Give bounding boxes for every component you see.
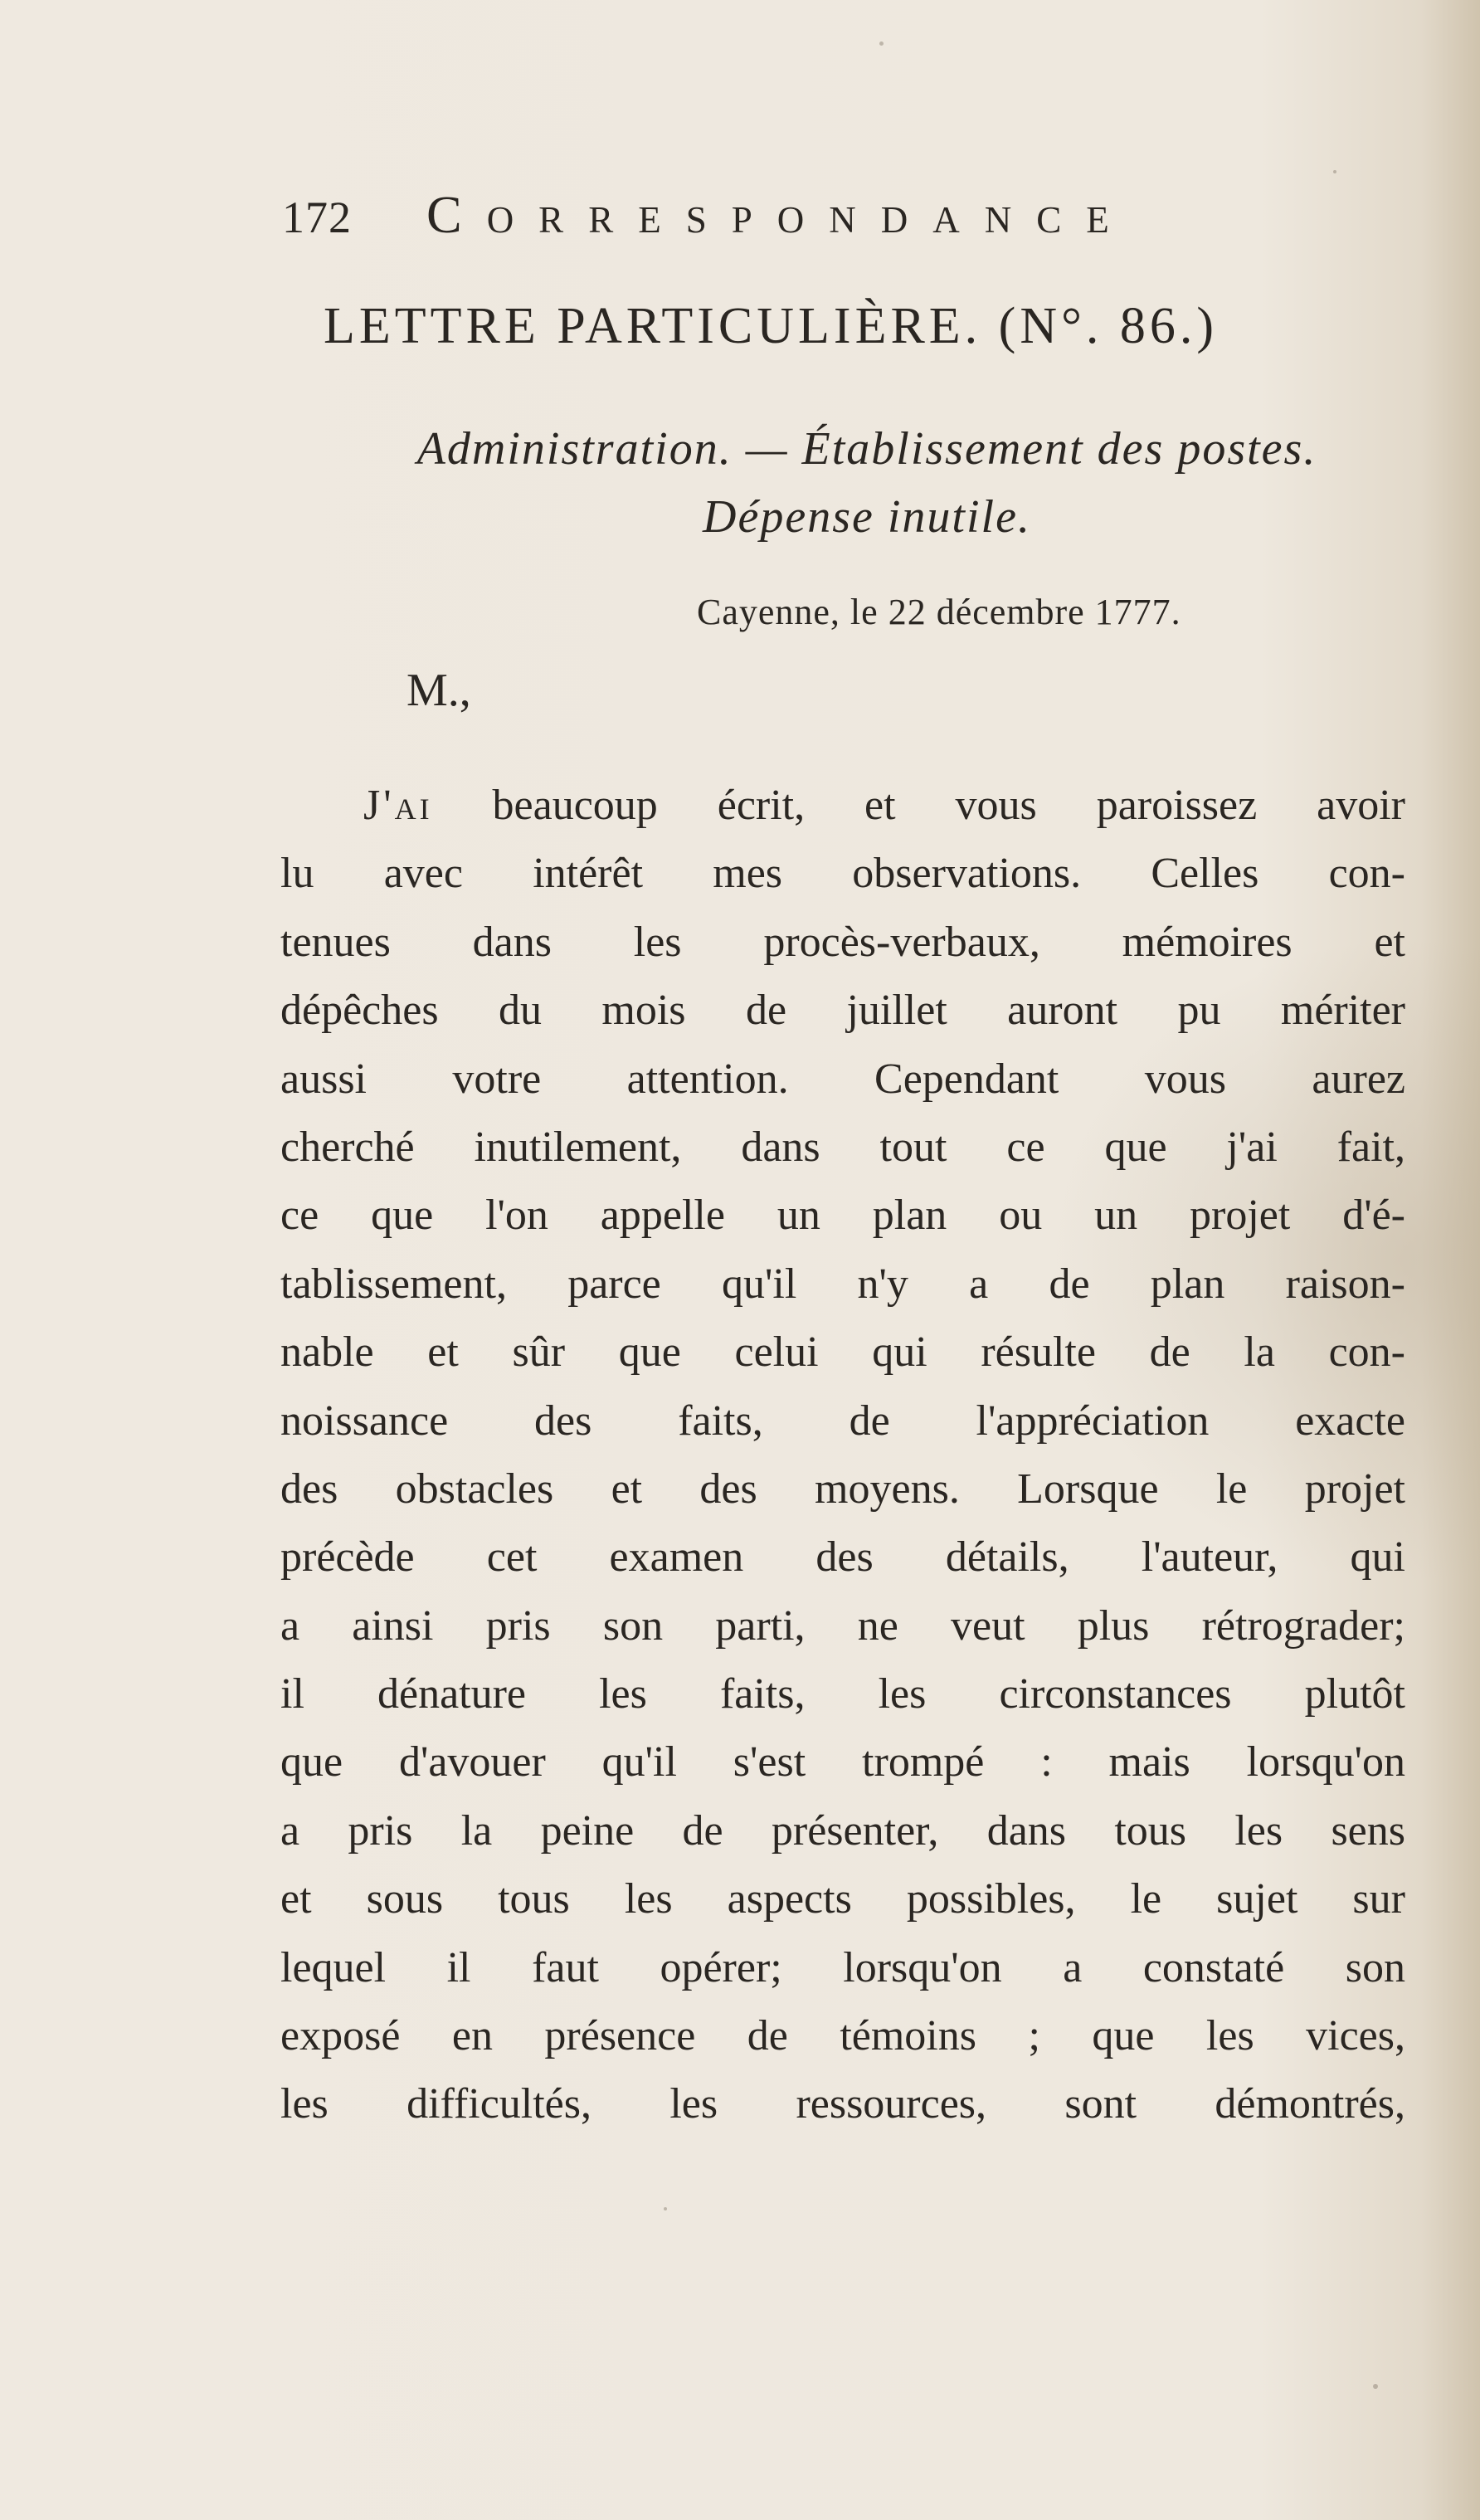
letter-heading: LETTRE PARTICULIÈRE. (N°. 86.) xyxy=(324,298,1219,354)
body-line: ce que l'on appelle un plan ou un projet d'é- xyxy=(280,1192,1405,1240)
letter-subject xyxy=(324,415,1410,551)
running-title: Correspondance xyxy=(426,185,1134,244)
body-line: dépêches du mois de juillet auront pu mériter xyxy=(280,987,1405,1035)
body-line: et sous tous les aspects possibles, le sujet sur xyxy=(280,1875,1405,1923)
body-line: que d'avouer qu'il s'est trompé : mais lorsqu'on xyxy=(280,1738,1405,1786)
subject-line-1: Administration. — Établissement des postes. xyxy=(416,423,1317,475)
body-line: cherché inutilement, dans tout ce que j'ai fait, xyxy=(280,1123,1405,1171)
body-line: noissance des faits, de l'appréciation exacte xyxy=(280,1396,1405,1445)
running-head xyxy=(282,184,1261,246)
body-line: exposé en présence de témoins ; que les vices, xyxy=(280,2012,1405,2060)
body-line: il dénature les faits, les circonstances plutôt xyxy=(280,1670,1405,1718)
subject-line-2: Dépense inutile. xyxy=(703,491,1031,543)
body-line: tenues dans les procès-verbaux, mémoires et xyxy=(280,918,1405,966)
paper-speck xyxy=(664,2207,667,2210)
first-line-rest: beaucoup écrit, et vous paroissez avoir xyxy=(432,782,1405,829)
opening-word: J'ai xyxy=(363,782,433,829)
body-line: précède cet examen des détails, l'auteur, qui xyxy=(280,1533,1405,1582)
body-line: tablissement, parce qu'il n'y a de plan raison- xyxy=(280,1260,1405,1308)
paper-speck xyxy=(879,41,884,46)
body-line: a pris la peine de présenter, dans tous les sens xyxy=(280,1806,1405,1855)
salutation: M., xyxy=(407,665,471,716)
page-number: 172 xyxy=(282,193,352,242)
body-line: a ainsi pris son parti, ne veut plus rétrograder; xyxy=(280,1601,1405,1650)
body-line xyxy=(280,772,1405,840)
body-line: nable et sûr que celui qui résulte de la con- xyxy=(280,1328,1405,1377)
body-line: les difficultés, les ressources, sont démontrés, xyxy=(280,2080,1405,2128)
body-line: aussi votre attention. Cependant vous aurez xyxy=(280,1055,1405,1103)
paper-speck xyxy=(1333,170,1336,173)
dateline: Cayenne, le 22 décembre 1777. xyxy=(697,592,1181,632)
paper-speck xyxy=(1373,2384,1378,2389)
body-line: lequel il faut opérer; lorsqu'on a constaté son xyxy=(280,1943,1405,1991)
body-line: des obstacles et des moyens. Lorsque le projet xyxy=(280,1465,1405,1513)
letter-body xyxy=(280,772,1405,2139)
body-line: lu avec intérêt mes observations. Celles con- xyxy=(280,850,1405,898)
